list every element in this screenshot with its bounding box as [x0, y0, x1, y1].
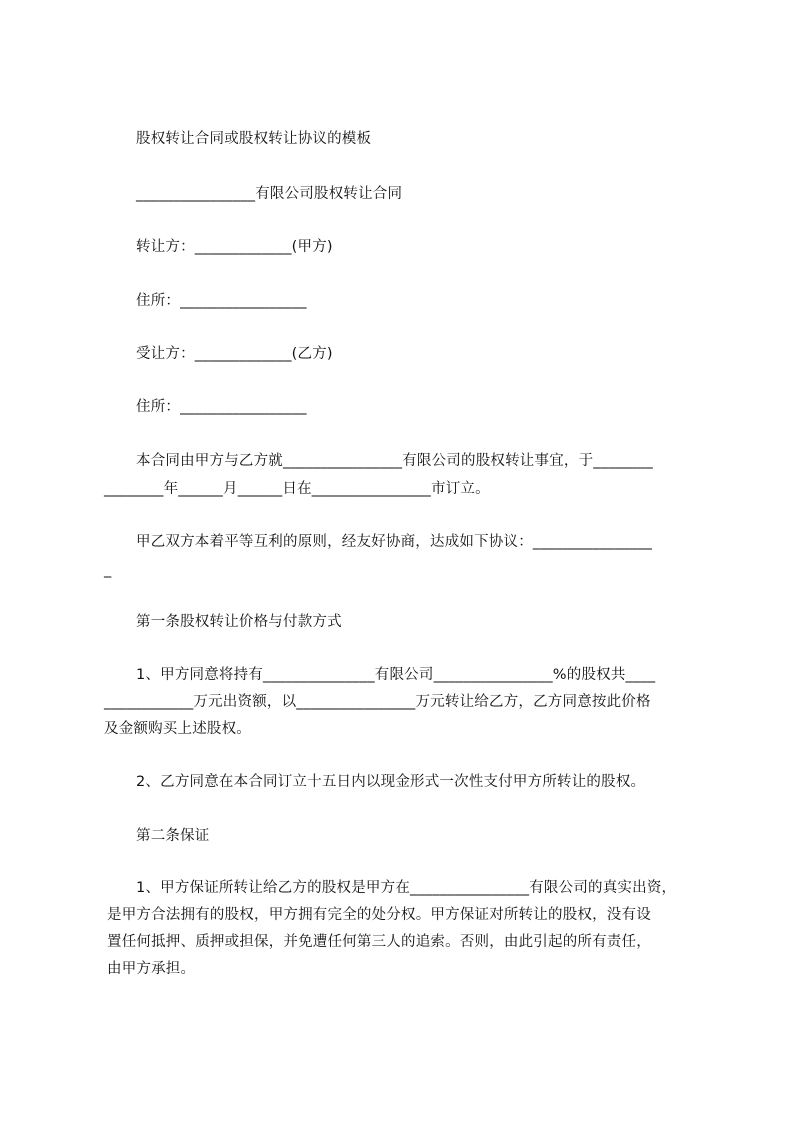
agreement-intro-line-1: 甲乙双方本着平等互利的原则，经友好协商，达成如下协议：________________	[136, 534, 653, 550]
article2-clause1-line-2: 是甲方合法拥有的股权，甲方拥有完全的处分权。甲方保证对所转让的股权，没有设	[107, 907, 651, 923]
preamble-line-1: 本合同由甲方与乙方就________________有限公司的股权转让事宜，于________	[136, 453, 653, 469]
contract-heading: ________________有限公司股权转让合同	[136, 186, 403, 202]
agreement-intro-line-2: _	[104, 562, 112, 578]
transferor-address: 住所：_________________	[136, 293, 307, 309]
transferor-line: 转让方：_____________(甲方)	[136, 239, 333, 255]
transferee-line: 受让方：_____________(乙方)	[136, 346, 333, 362]
article2-heading: 第二条保证	[136, 828, 210, 844]
article1-clause1-line-2: ____________万元出资额，以________________万元转让给乙方，乙方同意按此价格	[104, 694, 651, 710]
article1-clause1-line-3: 及金额购买上述股权。	[104, 721, 251, 737]
article1-clause2: 2、乙方同意在本合同订立十五日内以现金形式一次性支付甲方所转让的股权。	[136, 774, 646, 790]
article2-clause1-line-3: 置任何抵押、质押或担保，并免遭任何第三人的追索。否则，由此引起的所有责任，	[107, 934, 651, 950]
document-title: 股权转让合同或股权转让协议的模板	[136, 131, 372, 147]
transferee-address: 住所：_________________	[136, 399, 307, 415]
preamble-line-2: ________年______月______日在________________市订立。	[104, 481, 490, 497]
article1-clause1-line-1: 1、甲方同意将持有_______________有限公司________________%的股权共____	[136, 667, 656, 683]
article2-clause1-line-1: 1、甲方保证所转让给乙方的股权是甲方在________________有限公司的真实出资，	[136, 880, 677, 896]
article2-clause1-line-4: 由甲方承担。	[107, 961, 196, 977]
article1-heading: 第一条股权转让价格与付款方式	[136, 614, 342, 630]
